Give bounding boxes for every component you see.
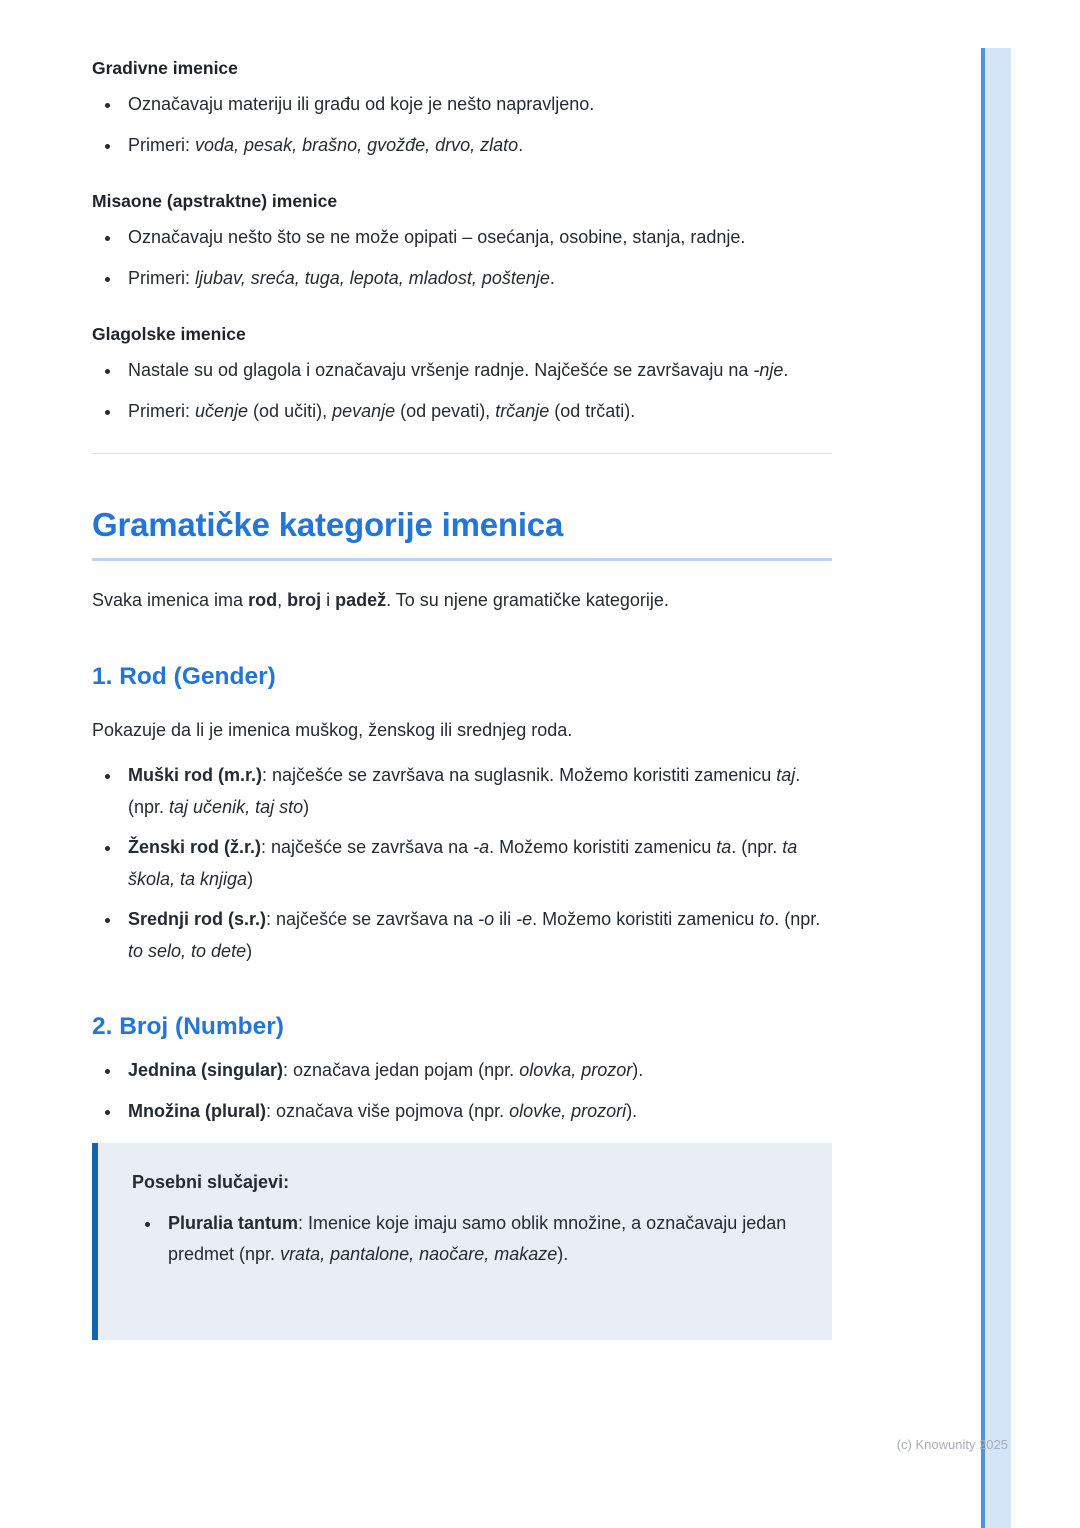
text-run: Množina (plural) xyxy=(128,1100,266,1121)
text-run: ) xyxy=(303,796,310,817)
text-run: . xyxy=(518,134,524,155)
text-run: . (npr. xyxy=(128,765,801,817)
text-run: Primeri: xyxy=(128,267,195,288)
text-run: broj xyxy=(287,590,322,610)
text-run: taj xyxy=(776,765,796,785)
text-run: . xyxy=(549,267,555,288)
text-run: -o xyxy=(478,909,495,929)
paragraph xyxy=(92,585,832,617)
text-run: učenje xyxy=(195,400,249,421)
text-run: -a xyxy=(473,837,490,857)
list-item xyxy=(122,760,832,823)
text-run: taj učenik, taj sto xyxy=(169,796,304,817)
text-run: ili xyxy=(494,909,517,929)
bullet-list xyxy=(92,222,832,294)
text-run: ) xyxy=(247,868,254,889)
list-item xyxy=(122,222,832,254)
text-run: : najčešće se završava na xyxy=(261,837,474,857)
callout-title: Posebni slučajevi: xyxy=(132,1172,290,1192)
text-run: Muški rod (m.r.) xyxy=(128,765,263,785)
text-run: . (npr. xyxy=(731,837,783,857)
text-run: ) xyxy=(246,940,253,961)
section-heading: Misaone (apstraktne) imenice xyxy=(92,191,338,211)
text-run: (od učiti), xyxy=(248,400,333,421)
section-heading: Gradivne imenice xyxy=(92,58,238,78)
text-run: Jednina (singular) xyxy=(128,1060,284,1080)
text-run: Ženski rod (ž.r.) xyxy=(128,837,262,857)
section-divider xyxy=(92,453,832,454)
footer-credit: (c) Knowunity 2025 xyxy=(896,1437,1008,1452)
text-run: Označavaju nešto što se ne može opipati – osećanja, osobine, stanja, radnje. xyxy=(128,227,746,247)
list-item xyxy=(122,130,832,162)
list-item xyxy=(122,355,832,387)
text-run: . (npr. xyxy=(774,909,821,929)
text-run: Nastale su od glagola i označavaju vršenje radnje. Najčešće se završavaju na xyxy=(128,360,754,380)
text-run: ljubav, sreća, tuga, lepota, mladost, poštenje xyxy=(195,267,550,288)
text-run: trčanje xyxy=(495,400,550,421)
callout-box xyxy=(92,1143,832,1340)
text-run: padež xyxy=(335,590,387,610)
bullet-list xyxy=(92,89,832,161)
text-run: Označavaju materiju ili građu od koje je nešto napravljeno. xyxy=(128,94,595,114)
text-run: ). xyxy=(626,1100,638,1121)
text-run: . xyxy=(783,360,789,380)
list-item xyxy=(122,263,832,295)
text-run: ta xyxy=(716,837,732,857)
text-run: : Imenice koje imaju samo oblik množine, a označavaju jedan predmet (npr. xyxy=(168,1212,787,1264)
list-item xyxy=(122,904,832,967)
text-run: , xyxy=(277,590,288,610)
text-run: : označava više pojmova (npr. xyxy=(266,1100,510,1121)
text-run: ta škola, ta knjiga xyxy=(128,837,798,889)
text-run: vrata, pantalone, naočare, makaze xyxy=(280,1244,558,1264)
subsection-heading: 2. Broj (Number) xyxy=(92,1013,284,1040)
text-run: : najčešće se završava na xyxy=(266,909,479,929)
text-run: : označava jedan pojam (npr. xyxy=(283,1060,520,1080)
document-body xyxy=(92,58,832,1340)
list-item xyxy=(122,1096,832,1128)
text-run: voda, pesak, brašno, gvožđe, drvo, zlato xyxy=(195,134,519,155)
text-run: i xyxy=(321,590,336,610)
list-item xyxy=(122,89,832,121)
text-run: : najčešće se završava na suglasnik. Možemo koristiti zamenicu xyxy=(262,765,777,785)
text-run: -nje xyxy=(753,360,784,380)
text-run: . To su njene gramatičke kategorije. xyxy=(386,590,669,610)
list-item xyxy=(122,1055,832,1087)
subsection-heading: 1. Rod (Gender) xyxy=(92,662,276,690)
text-run: Primeri: xyxy=(128,134,195,155)
bullet-list xyxy=(132,1208,802,1271)
text-run: Srednji rod (s.r.) xyxy=(128,909,267,929)
text-run: to xyxy=(759,909,775,929)
paragraph xyxy=(92,715,832,747)
text-run: -e xyxy=(516,909,533,929)
list-item xyxy=(162,1208,802,1271)
bullet-list xyxy=(92,1055,832,1127)
page-title: Gramatičke kategorije imenica xyxy=(92,506,832,561)
section-heading: Glagolske imenice xyxy=(92,324,246,344)
text-run: Pluralia tantum xyxy=(168,1212,299,1233)
text-run: olovka, prozor xyxy=(519,1060,633,1080)
page-scrollbar[interactable] xyxy=(981,48,1011,1528)
text-run: . Možemo koristiti zamenicu xyxy=(532,909,760,929)
text-run: . Možemo koristiti zamenicu xyxy=(489,837,717,857)
text-run: Svaka imenica ima xyxy=(92,590,249,610)
text-run: to selo, to dete xyxy=(128,940,247,961)
text-run: (od trčati). xyxy=(549,400,636,421)
list-item xyxy=(122,832,832,895)
text-run: olovke, prozori xyxy=(509,1100,627,1121)
text-run: Primeri: xyxy=(128,400,195,421)
text-run: rod xyxy=(248,590,278,610)
text-run: (od pevati), xyxy=(395,400,496,421)
text-run: ). xyxy=(557,1244,569,1264)
list-item xyxy=(122,396,832,428)
text-run: ). xyxy=(632,1060,644,1080)
text-run: Pokazuje da li je imenica muškog, ženskog ili srednjeg roda. xyxy=(92,719,573,740)
bullet-list xyxy=(92,355,832,427)
text-run: pevanje xyxy=(332,400,396,421)
bullet-list xyxy=(92,760,832,967)
